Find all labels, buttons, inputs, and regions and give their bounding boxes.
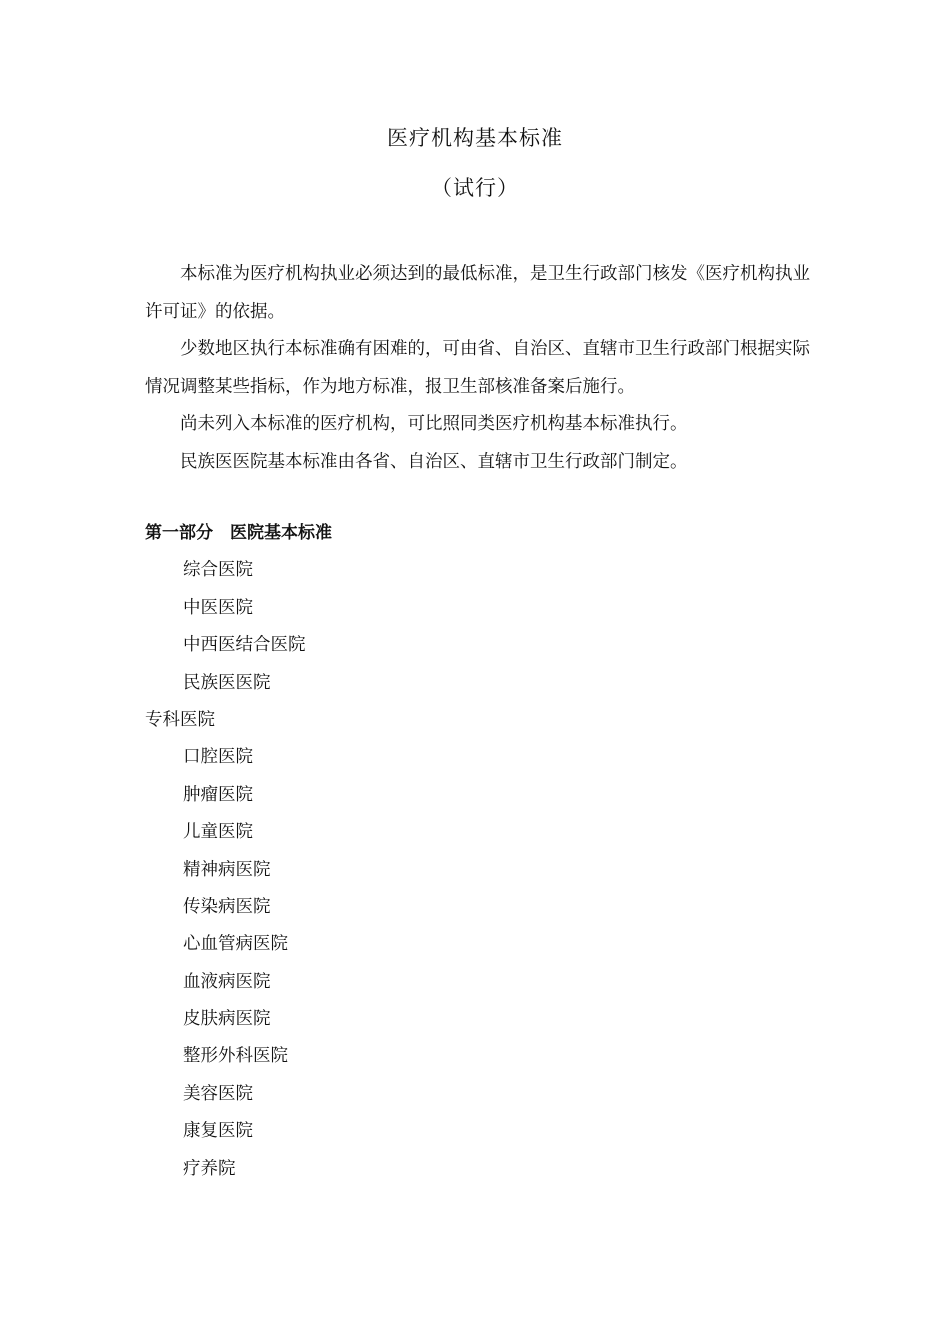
list-item: 整形外科医院	[183, 1046, 288, 1067]
list-item: 中西医结合医院	[183, 635, 306, 656]
intro-paragraph: 尚未列入本标准的医疗机构，可比照同类医疗机构基本标准执行。	[180, 414, 688, 434]
list-item: 民族医医院	[183, 672, 271, 693]
intro-section	[145, 256, 810, 481]
document-subtitle: （试行）	[431, 176, 519, 200]
list-item: 传染病医院	[183, 896, 271, 917]
document-title: 医疗机构基本标准	[387, 126, 563, 150]
list-item: 儿童医院	[183, 822, 253, 843]
list-item: 血液病医院	[183, 971, 271, 992]
list-item: 综合医院	[183, 560, 253, 581]
list-item: 口腔医院	[183, 747, 253, 768]
list-item: 疗养院	[183, 1158, 236, 1179]
list-item: 美容医院	[183, 1083, 253, 1104]
list-item: 专科医院	[145, 709, 215, 730]
intro-paragraph: 本标准为医疗机构执业必须达到的最低标准，是卫生行政部门核发《医疗机构执业许可证》的依据。	[145, 264, 810, 322]
intro-paragraph: 少数地区执行本标准确有困难的，可由省、自治区、直辖市卫生行政部门根据实际情况调整某些指标，作为地方标准，报卫生部核准备案后施行。	[145, 339, 810, 397]
list-item: 心血管病医院	[183, 934, 288, 955]
hospital-type-list	[145, 552, 810, 1188]
intro-paragraph: 民族医医院基本标准由各省、自治区、直辖市卫生行政部门制定。	[180, 451, 688, 472]
list-item: 肿瘤医院	[183, 784, 253, 805]
list-item: 皮肤病医院	[183, 1009, 271, 1030]
list-item: 精神病医院	[183, 859, 271, 880]
section-heading: 第一部分 医院基本标准	[145, 523, 332, 543]
section-hospital-standards	[145, 515, 810, 1188]
list-item: 康复医院	[183, 1121, 253, 1142]
list-item: 中医医院	[183, 597, 253, 618]
